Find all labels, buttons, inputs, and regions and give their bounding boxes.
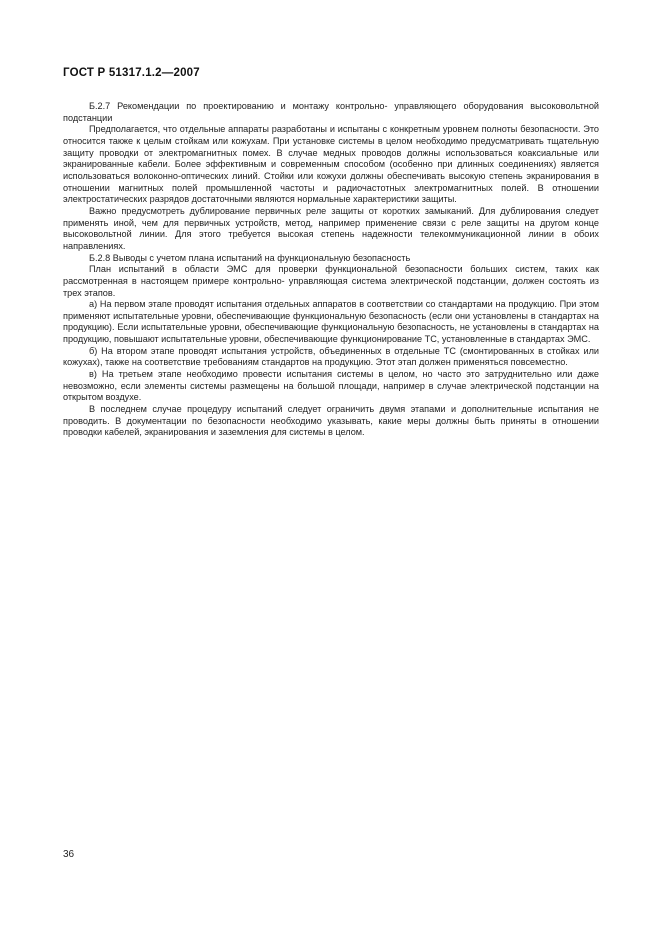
page-number: 36	[63, 849, 75, 860]
paragraph: План испытаний в области ЭМС для проверки функциональной безопасности больших систем, таких как рассмотренная в настоящем примере контрольно- управляющая система электрической подстанции, должен состоять из трех этапов.	[63, 264, 599, 298]
list-item-a: а) На первом этапе проводят испытания отдельных аппаратов в соответствии со стандартами на продукцию. При этом применяют испытательные уровни, обеспечивающие функциональную безопасность (если они установлены в стандартах на продукцию). Если испытательные уровни, обеспечивающие функциональную безопасность, не установлены в стандартах на продукцию, повышают испытательные уровни, обеспечивающие функционирование ТС, установленные в стандартах ЭМС.	[63, 299, 599, 345]
paragraph: Предполагается, что отдельные аппараты разработаны и испытаны с конкретным уровнем полноты безопасности. Это относится также к целым стойкам или кожухам. При установке системы в целом необходимо предусматривать тщательную защиту проводки от электромагнитных помех. В случае медных проводов должны использоваться коаксиальные или экранированные кабели. Более эффективным и современным способом (особенно при длинных соединениях) является использоваться волоконно-оптических линий. Стойки или кожухи должны обеспечивать высокую степень экранирования в отношении магнитных полей промышленной частоты и радиочастотных электромагнитных полей. В отношении электростатических разрядов достаточными являются нормальные характеристики защиты.	[63, 124, 599, 205]
list-item-b: б) На втором этапе проводят испытания устройств, объединенных в отдельные ТС (смонтированных в стойках или кожухах), также на соответствие требованиям стандартов на продукцию. Этот этап должен применяться повсеместно.	[63, 345, 599, 368]
document-body	[63, 101, 599, 439]
section-b27-heading: Б.2.7 Рекомендации по проектированию и монтажу контрольно- управляющего оборудования высоковольтной подстанции	[63, 101, 599, 123]
paragraph: Важно предусмотреть дублирование первичных реле защиты от коротких замыканий. Для дублирования следует применять иной, чем для первичных устройств, метод, например применение связи с реле защиты на другом конце высоковольтной линии. Для этого требуется высокая степень надежности телекоммуникационной линии в обоих направлениях.	[63, 205, 599, 251]
list-item-v: в) На третьем этапе необходимо провести испытания системы в целом, но часто это затруднительно или даже невозможно, если элементы системы размещены на большой площади, например в случае электрической подстанции на открытом воздухе.	[63, 369, 599, 403]
section-b28-heading: Б.2.8 Выводы с учетом плана испытаний на функциональную безопасность	[89, 252, 411, 263]
paragraph: В последнем случае процедуру испытаний следует ограничить двумя этапами и дополнительные испытания не проводить. В документации по безопасности необходимо указывать, какие меры должны быть приняты в отношении проводки кабелей, экранирования и заземления для системы в целом.	[63, 404, 599, 438]
document-header: ГОСТ Р 51317.1.2—2007	[63, 67, 200, 79]
